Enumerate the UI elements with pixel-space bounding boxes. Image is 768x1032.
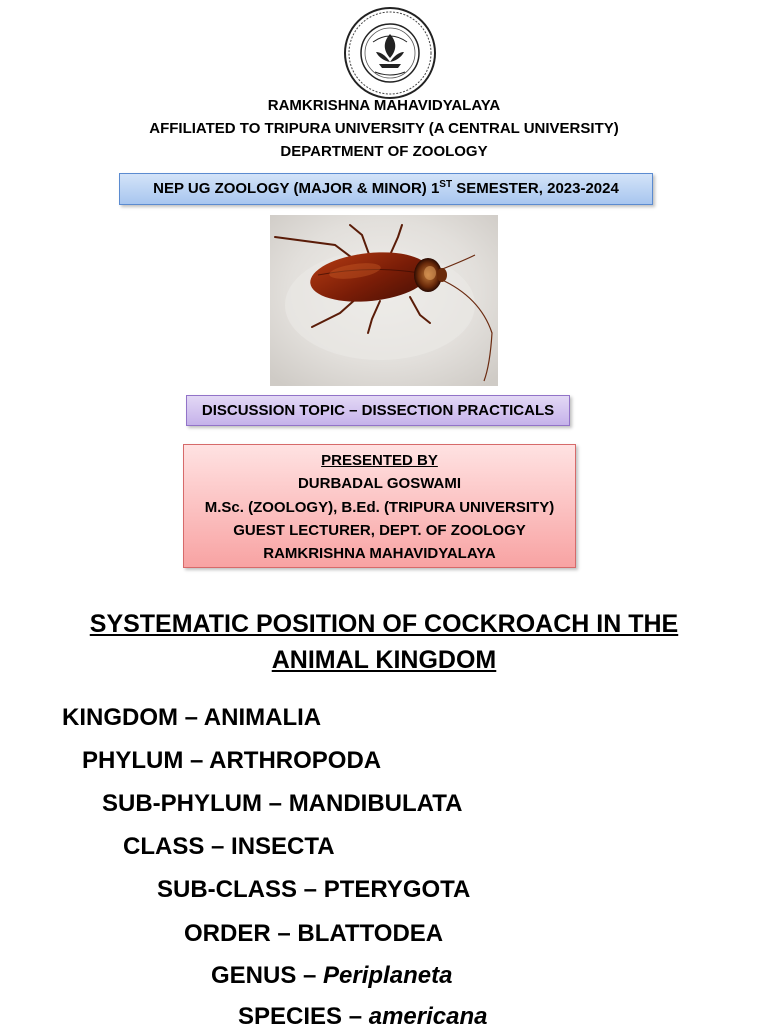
taxonomy-label: PHYLUM – <box>82 747 210 774</box>
taxonomy-label: ORDER – <box>184 920 298 947</box>
college-logo <box>343 6 437 100</box>
college-name: RAMKRISHNA MAHAVIDYALAYA <box>267 97 501 114</box>
department-name: DEPARTMENT OF ZOOLOGY <box>280 143 488 160</box>
taxonomy-order <box>184 919 443 949</box>
cockroach-photo <box>270 215 498 386</box>
systematic-title-line1: SYSTEMATIC POSITION OF COCKROACH IN THE <box>89 610 679 638</box>
taxonomy-value: MANDIBULATA <box>288 790 463 817</box>
systematic-title <box>0 606 768 678</box>
taxonomy-class <box>123 832 335 862</box>
taxonomy-value: ANIMALIA <box>203 704 322 731</box>
systematic-title-line2: ANIMAL KINGDOM <box>271 646 497 674</box>
taxonomy-subphylum <box>102 789 462 819</box>
taxonomy-label: KINGDOM – <box>62 704 204 731</box>
taxonomy-phylum <box>82 746 381 776</box>
presenter-name: DURBADAL GOSWAMI <box>297 475 462 493</box>
taxonomy-value: Periplaneta <box>323 962 453 989</box>
presenter-box <box>183 444 576 568</box>
taxonomy-subclass <box>157 875 470 905</box>
presenter-heading: PRESENTED BY <box>321 452 438 469</box>
discussion-topic: DISCUSSION TOPIC – DISSECTION PRACTICALS <box>186 395 570 426</box>
taxonomy-value: INSECTA <box>231 833 335 860</box>
institution-header <box>0 94 768 163</box>
affiliation: AFFILIATED TO TRIPURA UNIVERSITY (A CENTRAL UNIVERSITY) <box>149 120 619 137</box>
taxonomy-label: SUB-PHYLUM – <box>102 790 289 817</box>
course-suffix: SEMESTER, 2023-2024 <box>452 180 619 197</box>
taxonomy-genus <box>211 961 452 991</box>
taxonomy-value: PTERYGOTA <box>323 876 471 903</box>
taxonomy-label: SUB-CLASS – <box>157 876 324 903</box>
course-banner <box>119 173 653 205</box>
course-superscript: ST <box>439 179 453 190</box>
taxonomy-species <box>238 1002 487 1032</box>
taxonomy-value: BLATTODEA <box>297 920 444 947</box>
taxonomy-label: SPECIES – <box>238 1003 369 1030</box>
course-prefix: NEP UG ZOOLOGY (MAJOR & MINOR) 1 <box>153 180 440 197</box>
presenter-designation: GUEST LECTURER, DEPT. OF ZOOLOGY <box>233 521 526 539</box>
taxonomy-kingdom <box>62 703 321 733</box>
taxonomy-label: GENUS – <box>211 962 324 989</box>
presenter-institution: RAMKRISHNA MAHAVIDYALAYA <box>263 545 496 563</box>
taxonomy-value: americana <box>368 1003 488 1030</box>
taxonomy-value: ARTHROPODA <box>209 747 382 774</box>
presenter-qualification: M.Sc. (ZOOLOGY), B.Ed. (TRIPURA UNIVERSITY) <box>204 498 555 516</box>
taxonomy-label: CLASS – <box>123 833 232 860</box>
